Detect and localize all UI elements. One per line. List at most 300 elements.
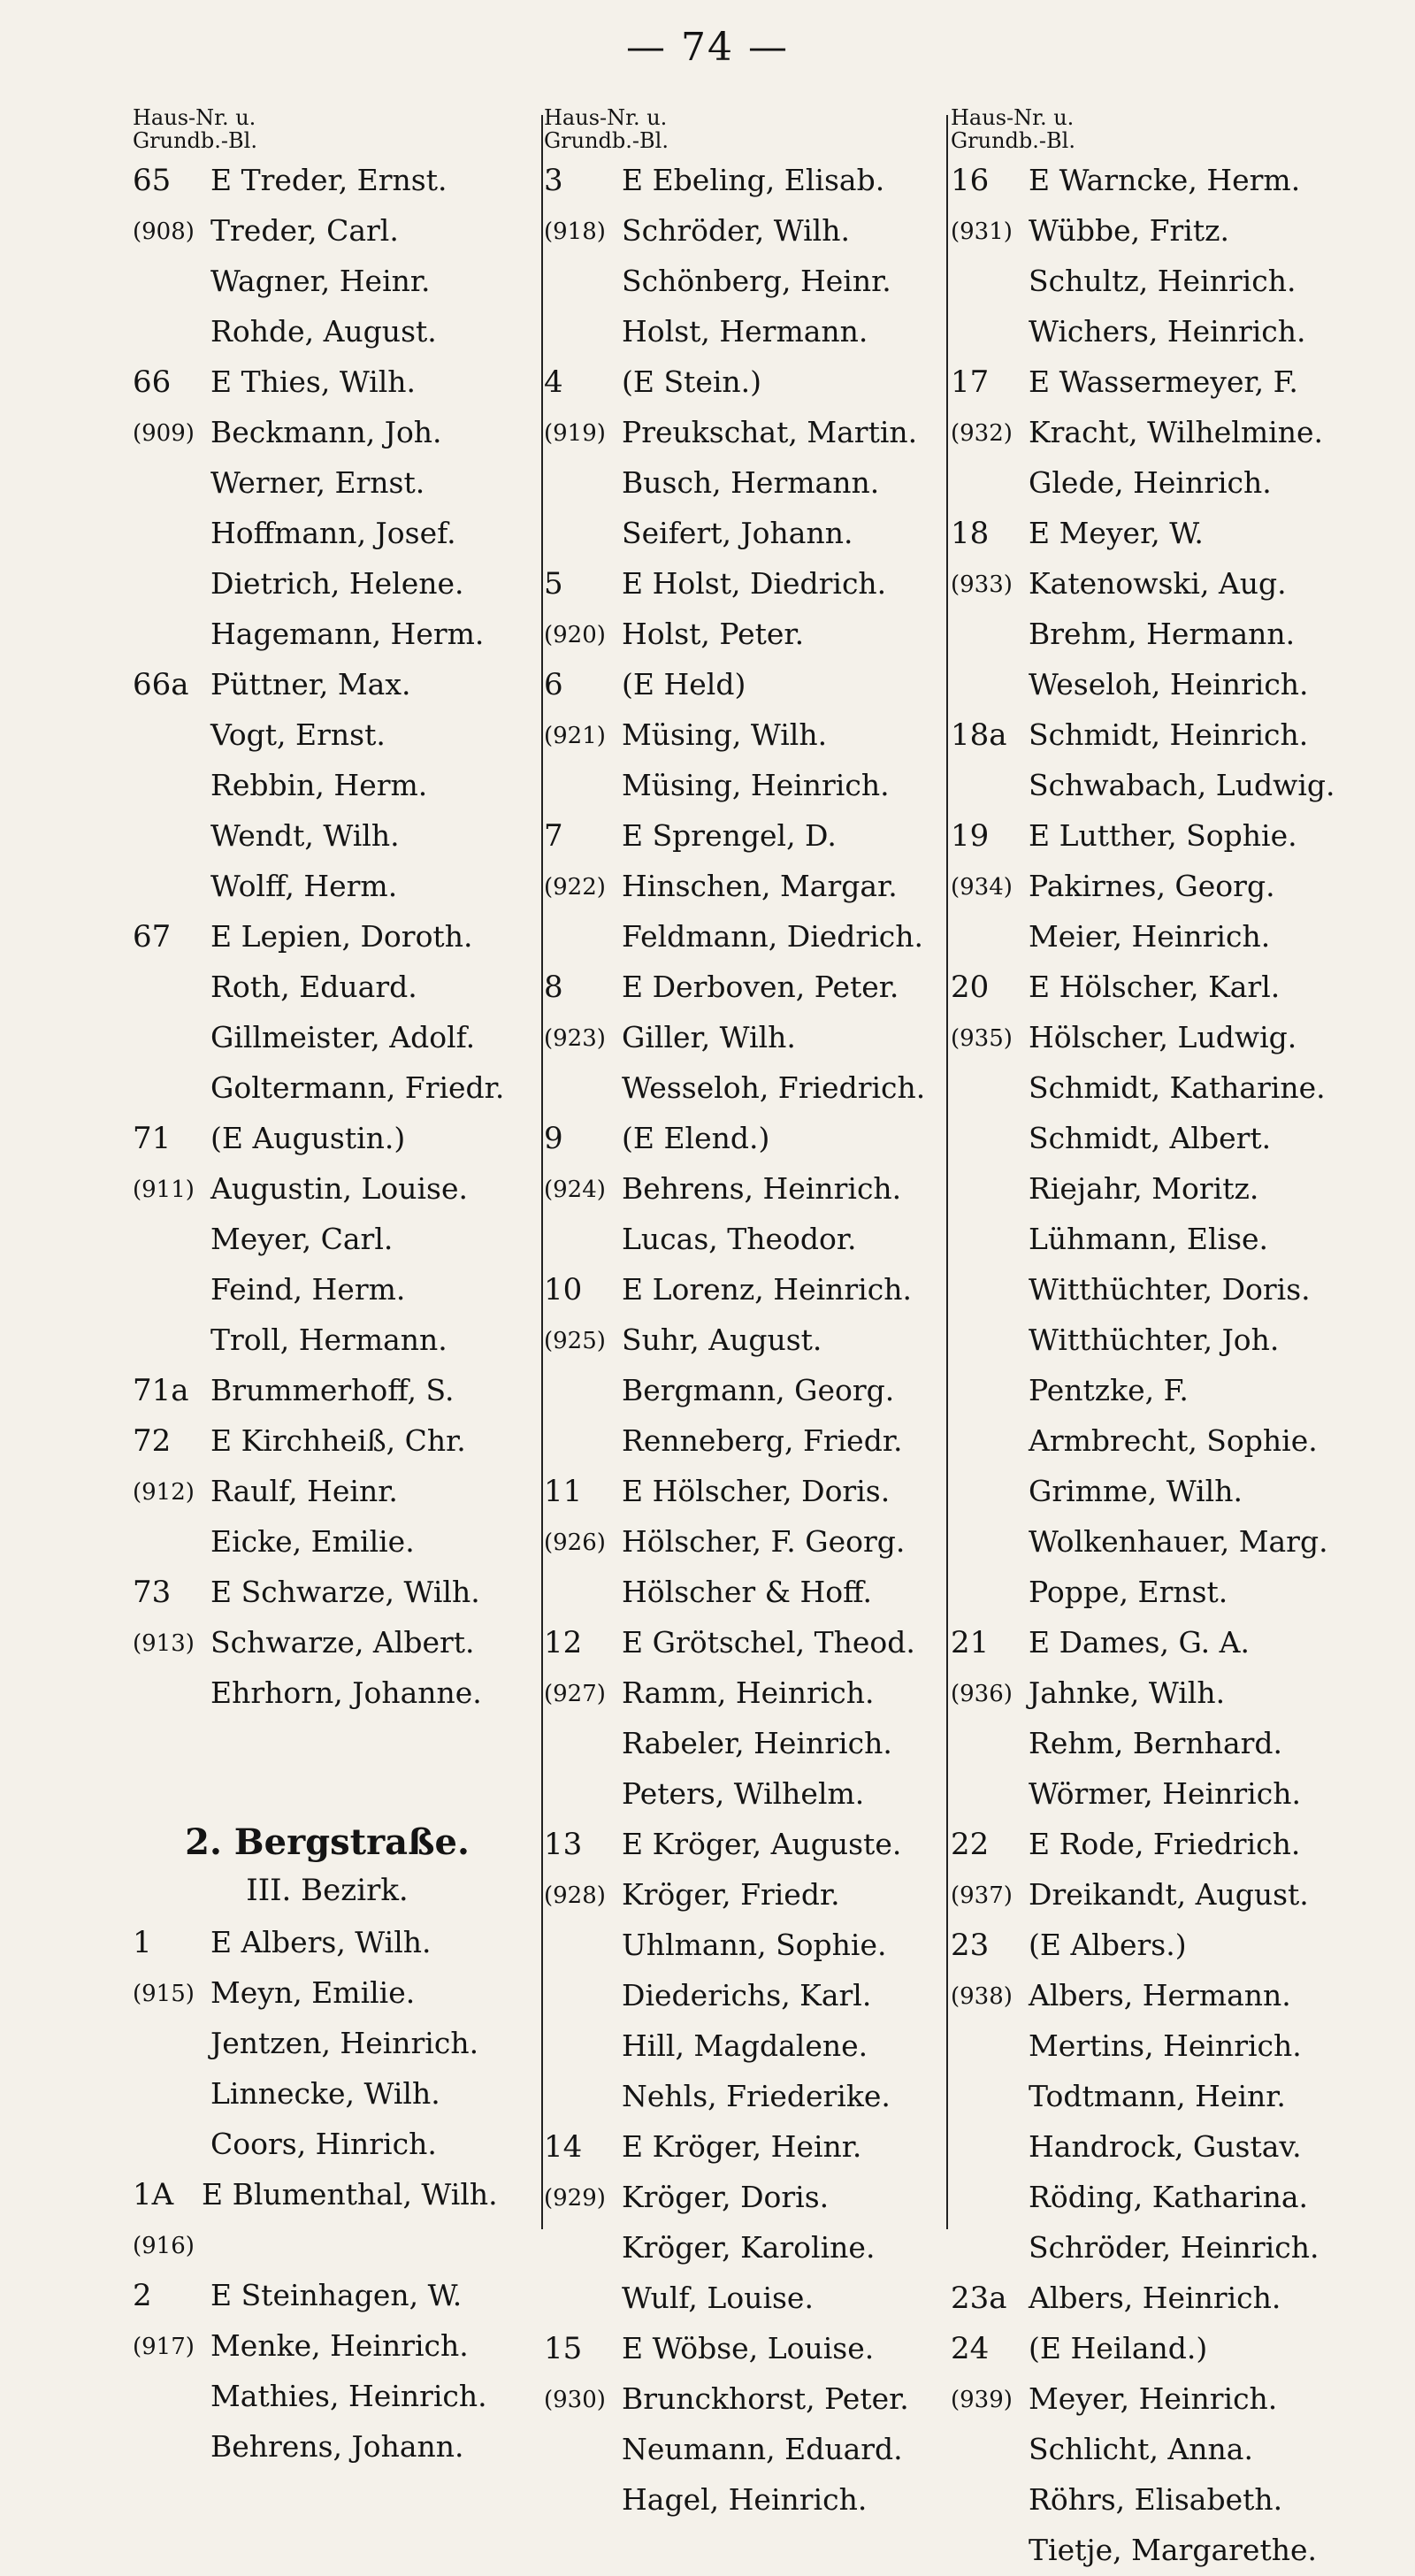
house-number: 23 [951, 1928, 990, 1963]
resident-name: Handrock, Gustav. [1029, 2129, 1302, 2164]
resident-name: E Treder, Ernst. [210, 163, 447, 197]
resident-name: E Schwarze, Wilh. [210, 1575, 480, 1609]
resident-name: Schultz, Heinrich. [1029, 264, 1296, 298]
directory-entry [951, 206, 1340, 257]
directory-entry [951, 1114, 1340, 1164]
resident-name: Diederichs, Karl. [622, 1978, 872, 2012]
resident-name: Schönberg, Heinr. [622, 264, 891, 298]
resident-name: Todtmann, Heinr. [1029, 2079, 1286, 2113]
directory-entry [951, 156, 1340, 206]
column-header [544, 106, 933, 152]
house-number: 20 [951, 970, 990, 1005]
resident-name: E Derboven, Peter. [622, 970, 899, 1004]
resident-name: Jahnke, Wilh. [1029, 1675, 1226, 1710]
resident-name: Weseloh, Heinrich. [1029, 667, 1309, 702]
house-number: (938) [951, 1983, 1013, 2010]
house-number: 18 [951, 516, 990, 551]
directory-entry [951, 559, 1340, 610]
directory-entry [544, 1820, 933, 1870]
resident-name: E Dames, G. A. [1029, 1625, 1250, 1660]
directory-entry [133, 2170, 522, 2220]
directory-entry [133, 307, 522, 357]
directory-entry [133, 1164, 522, 1215]
resident-name: Gillmeister, Adolf. [210, 1020, 476, 1054]
resident-name: E Kröger, Heinr. [622, 2129, 862, 2164]
resident-name: Holst, Peter. [622, 617, 805, 651]
directory-entry [133, 2372, 522, 2422]
resident-name: Albers, Heinrich. [1029, 2281, 1281, 2315]
house-number: (923) [544, 1025, 606, 1052]
resident-name: Hagel, Heinrich. [622, 2482, 868, 2517]
directory-entry [133, 1114, 522, 1164]
resident-name: Hinschen, Margar. [622, 869, 898, 903]
house-number: 14 [544, 2129, 583, 2165]
directory-entry [951, 408, 1340, 458]
resident-name: E Kröger, Auguste. [622, 1827, 902, 1861]
directory-entry [544, 811, 933, 862]
resident-name: Neumann, Eduard. [622, 2432, 903, 2466]
house-number: (918) [544, 218, 606, 245]
directory-entry [951, 2475, 1340, 2526]
column-3 [951, 106, 1340, 2576]
house-number: (926) [544, 1530, 606, 1556]
column-1 [133, 106, 522, 2472]
resident-name: Armbrecht, Sophie. [1029, 1423, 1318, 1458]
house-number: 24 [951, 2331, 990, 2366]
resident-name: Hoffmann, Josef. [210, 516, 456, 550]
house-number: (927) [544, 1681, 606, 1707]
resident-name: E Blumenthal, Wilh. [202, 2177, 498, 2212]
resident-name: Bergmann, Georg. [622, 1373, 895, 1407]
house-number: (935) [951, 1025, 1013, 1052]
house-number: 67 [133, 919, 172, 954]
resident-name: Schwabach, Ludwig. [1029, 768, 1335, 802]
resident-name: Uhlmann, Sophie. [622, 1928, 887, 1962]
resident-name: E Sprengel, D. [622, 818, 837, 853]
directory-entry [544, 1467, 933, 1517]
resident-name: Tietje, Margarethe. [1029, 2533, 1317, 2567]
resident-name: Brunckhorst, Peter. [622, 2381, 909, 2416]
directory-entry [133, 2069, 522, 2120]
column-header-line1: Haus-Nr. u. [951, 105, 1075, 130]
resident-name: Wesseloh, Friedrich. [622, 1070, 926, 1105]
directory-entry [951, 1719, 1340, 1769]
directory-entry [951, 1467, 1340, 1517]
directory-entry [544, 1668, 933, 1719]
resident-name: Hölscher, F. Georg. [622, 1524, 906, 1559]
house-number: (928) [544, 1882, 606, 1909]
house-number: 66 [133, 364, 172, 400]
resident-name: Schröder, Heinrich. [1029, 2230, 1319, 2265]
directory-entry [544, 1568, 933, 1618]
directory-entry [133, 710, 522, 761]
directory-entry [544, 1517, 933, 1568]
directory-entry [951, 1265, 1340, 1315]
directory-entry [951, 660, 1340, 710]
directory-entry [544, 761, 933, 811]
directory-entry [133, 257, 522, 307]
directory-entry [133, 1568, 522, 1618]
directory-entry [951, 1366, 1340, 1416]
resident-name: E Lutther, Sophie. [1029, 818, 1297, 853]
resident-name: E Lorenz, Heinrich. [622, 1272, 912, 1307]
house-number: 71a [133, 1373, 189, 1408]
resident-name: Hölscher, Ludwig. [1029, 1020, 1297, 1054]
directory-entry [133, 1063, 522, 1114]
house-number: 16 [951, 163, 990, 198]
house-number: (929) [544, 2185, 606, 2212]
resident-name: Busch, Hermann. [622, 465, 880, 500]
page-number: — 74 — [626, 25, 789, 70]
directory-entry [133, 1668, 522, 1719]
resident-name: E Meyer, W. [1029, 516, 1204, 550]
resident-name: Ramm, Heinrich. [622, 1675, 875, 1710]
resident-name: Mathies, Heinrich. [210, 2379, 487, 2413]
resident-name: Raulf, Heinr. [210, 1474, 398, 1508]
resident-name: Müsing, Wilh. [622, 717, 828, 752]
house-number: (917) [133, 2334, 195, 2360]
directory-entry [951, 610, 1340, 660]
directory-entry [951, 710, 1340, 761]
directory-entry [544, 2072, 933, 2122]
resident-name: Wagner, Heinr. [210, 264, 431, 298]
resident-name: Renneberg, Friedr. [622, 1423, 903, 1458]
house-number: 71 [133, 1121, 172, 1156]
resident-name: Suhr, August. [622, 1322, 822, 1357]
directory-entry [544, 1114, 933, 1164]
resident-name: Holst, Hermann. [622, 314, 868, 349]
resident-name: Hill, Magdalene. [622, 2028, 868, 2063]
resident-name: Kröger, Friedr. [622, 1877, 840, 1912]
directory-entry [544, 206, 933, 257]
directory-entry [133, 912, 522, 962]
spacer [133, 1719, 522, 1807]
resident-name: E Thies, Wilh. [210, 364, 417, 399]
directory-entry [133, 1618, 522, 1668]
resident-name: Röding, Katharina. [1029, 2180, 1309, 2214]
resident-name: Schmidt, Katharine. [1029, 1070, 1326, 1105]
resident-name: Schröder, Wilh. [622, 213, 850, 248]
directory-entry [133, 156, 522, 206]
column-header-line2: Grundb.-Bl. [544, 128, 669, 153]
directory-entry [951, 2324, 1340, 2374]
resident-name: Albers, Hermann. [1029, 1978, 1291, 2012]
directory-entry [544, 509, 933, 559]
house-number: (921) [544, 723, 606, 749]
directory-entry [133, 1517, 522, 1568]
directory-entry [951, 1517, 1340, 1568]
directory-entry [544, 1215, 933, 1265]
house-number: 1 [133, 1925, 152, 1960]
resident-name: Glede, Heinrich. [1029, 465, 1272, 500]
directory-entry [544, 1063, 933, 1114]
resident-name: Vogt, Ernst. [210, 717, 386, 752]
resident-name: Dreikandt, August. [1029, 1877, 1309, 1912]
resident-name: (E Albers.) [1029, 1928, 1187, 1962]
directory-entry [544, 2475, 933, 2526]
directory-entry [544, 1315, 933, 1366]
directory-entry [544, 1618, 933, 1668]
directory-entry [133, 1968, 522, 2019]
directory-entry [544, 1164, 933, 1215]
house-number: (915) [133, 1981, 195, 2007]
directory-entry [544, 2173, 933, 2223]
house-number: (930) [544, 2387, 606, 2413]
resident-name: Roth, Eduard. [210, 970, 417, 1004]
resident-name: Troll, Hermann. [210, 1322, 447, 1357]
resident-name: Dietrich, Helene. [210, 566, 464, 601]
resident-name: Wendt, Wilh. [210, 818, 400, 853]
house-number: (934) [951, 874, 1013, 901]
directory-entry [951, 962, 1340, 1013]
section-title: 2. Bergstraße. [185, 1821, 470, 1863]
house-number: 13 [544, 1827, 583, 1862]
directory-entry [544, 156, 933, 206]
resident-name: E Rode, Friedrich. [1029, 1827, 1301, 1861]
resident-name: (E Augustin.) [210, 1121, 406, 1155]
directory-entry [133, 1215, 522, 1265]
resident-name: Wolkenhauer, Marg. [1029, 1524, 1328, 1559]
directory-entry [133, 1467, 522, 1517]
resident-name: Wolff, Herm. [210, 869, 398, 903]
directory-entry [951, 2425, 1340, 2475]
house-number: (932) [951, 420, 1013, 447]
resident-name: Pakirnes, Georg. [1029, 869, 1275, 903]
directory-entry [133, 206, 522, 257]
resident-name: E Kirchheiß, Chr. [210, 1423, 466, 1458]
house-number: (925) [544, 1328, 606, 1354]
resident-name: Witthüchter, Doris. [1029, 1272, 1311, 1307]
resident-name: Seifert, Johann. [622, 516, 853, 550]
resident-name: Peters, Wilhelm. [622, 1776, 865, 1811]
directory-entry [544, 2324, 933, 2374]
directory-entry [133, 761, 522, 811]
resident-name: Meyer, Carl. [210, 1222, 394, 1256]
directory-entry [951, 811, 1340, 862]
directory-entry [951, 912, 1340, 962]
resident-name: E Holst, Diedrich. [622, 566, 887, 601]
column-header-line1: Haus-Nr. u. [544, 105, 668, 130]
directory-entry [544, 559, 933, 610]
resident-name: E Warncke, Herm. [1029, 163, 1301, 197]
house-number: (912) [133, 1479, 195, 1506]
directory-entry [133, 1315, 522, 1366]
house-number: (939) [951, 2387, 1013, 2413]
resident-name: Mertins, Heinrich. [1029, 2028, 1302, 2063]
directory-entry [951, 2223, 1340, 2273]
directory-entry [951, 1215, 1340, 1265]
resident-name: Nehls, Friederike. [622, 2079, 891, 2113]
house-number: (933) [951, 571, 1013, 598]
resident-name: E Hölscher, Doris. [622, 1474, 891, 1508]
directory-entry [951, 862, 1340, 912]
house-number: 73 [133, 1575, 172, 1610]
house-number: (919) [544, 420, 606, 447]
directory-entry [133, 2220, 522, 2271]
column-header-line2: Grundb.-Bl. [951, 128, 1075, 153]
directory-entry [544, 257, 933, 307]
resident-name: E Grötschel, Theod. [622, 1625, 915, 1660]
resident-name: Coors, Hinrich. [210, 2127, 437, 2161]
directory-entry [133, 2321, 522, 2372]
resident-name: E Wöbse, Louise. [622, 2331, 875, 2365]
resident-name: Müsing, Heinrich. [622, 768, 890, 802]
directory-entry [133, 2271, 522, 2321]
section-subtitle: III. Bezirk. [246, 1873, 409, 1908]
house-number: 72 [133, 1423, 172, 1459]
resident-name: Röhrs, Elisabeth. [1029, 2482, 1283, 2517]
resident-name: Grimme, Wilh. [1029, 1474, 1243, 1508]
directory-entry [951, 1063, 1340, 1114]
resident-name: (E Stein.) [622, 364, 762, 399]
resident-name: Brummerhoff, S. [210, 1373, 455, 1407]
directory-entry [951, 1870, 1340, 1920]
directory-entry [133, 1265, 522, 1315]
directory-entry [951, 1568, 1340, 1618]
resident-name: Katenowski, Aug. [1029, 566, 1287, 601]
directory-entry [133, 1366, 522, 1416]
column-header [951, 106, 1340, 152]
resident-name: Treder, Carl. [210, 213, 399, 248]
house-number: 18a [951, 717, 1007, 753]
directory-entry [951, 2021, 1340, 2072]
column-divider [541, 115, 543, 2229]
directory-entry [951, 1315, 1340, 1366]
resident-name: Kracht, Wilhelmine. [1029, 415, 1323, 449]
directory-entry [951, 1668, 1340, 1719]
resident-name: Riejahr, Moritz. [1029, 1171, 1259, 1206]
directory-entry [133, 1918, 522, 1968]
resident-name: Feldmann, Diedrich. [622, 919, 923, 954]
resident-name: Behrens, Johann. [210, 2429, 464, 2464]
resident-name: Hagemann, Herm. [210, 617, 485, 651]
directory-entry [951, 1164, 1340, 1215]
resident-name: Wichers, Heinrich. [1029, 314, 1306, 349]
house-number: 23a [951, 2281, 1007, 2316]
directory-entry [544, 1920, 933, 1971]
directory-entry [133, 1416, 522, 1467]
resident-name: Wulf, Louise. [622, 2281, 814, 2315]
directory-entry [133, 509, 522, 559]
resident-name: Jentzen, Heinrich. [210, 2026, 479, 2060]
directory-entry [544, 458, 933, 509]
directory-entry [951, 1971, 1340, 2021]
directory-entry [544, 610, 933, 660]
house-number: 22 [951, 1827, 990, 1862]
directory-entry [951, 1820, 1340, 1870]
directory-entry [544, 1265, 933, 1315]
resident-name: E Ebeling, Elisab. [622, 163, 885, 197]
resident-name: Rebbin, Herm. [210, 768, 428, 802]
directory-entry [544, 2273, 933, 2324]
house-number: (936) [951, 1681, 1013, 1707]
directory-entry [544, 1013, 933, 1063]
resident-name: Augustin, Louise. [210, 1171, 468, 1206]
resident-name: E Steinhagen, W. [210, 2278, 463, 2312]
directory-entry [544, 1719, 933, 1769]
directory-entry [951, 761, 1340, 811]
resident-name: Meyer, Heinrich. [1029, 2381, 1278, 2416]
directory-entry [544, 2223, 933, 2273]
directory-entry [951, 2273, 1340, 2324]
house-number: (909) [133, 420, 195, 447]
resident-name: Witthüchter, Joh. [1029, 1322, 1280, 1357]
house-number: 12 [544, 1625, 583, 1660]
house-number: (911) [133, 1177, 195, 1203]
resident-name: Kröger, Karoline. [622, 2230, 876, 2265]
directory-entry [544, 2374, 933, 2425]
resident-name: Ehrhorn, Johanne. [210, 1675, 482, 1710]
directory-entry [951, 509, 1340, 559]
resident-name: Lucas, Theodor. [622, 1222, 857, 1256]
house-number: 10 [544, 1272, 583, 1307]
resident-name: Preukschat, Martin. [622, 415, 918, 449]
directory-entry [951, 1416, 1340, 1467]
directory-entry [951, 1618, 1340, 1668]
resident-name: Meier, Heinrich. [1029, 919, 1271, 954]
directory-entry [133, 862, 522, 912]
directory-entry [544, 2425, 933, 2475]
resident-name: Schmidt, Heinrich. [1029, 717, 1309, 752]
directory-entry [544, 660, 933, 710]
directory-entry [133, 2120, 522, 2170]
house-number: 7 [544, 818, 563, 854]
resident-name: Linnecke, Wilh. [210, 2076, 440, 2111]
resident-name: E Hölscher, Karl. [1029, 970, 1281, 1004]
column-2 [544, 106, 933, 2526]
house-number: (922) [544, 874, 606, 901]
resident-name: (E Elend.) [622, 1121, 770, 1155]
column-header [133, 106, 522, 152]
resident-name: Rabeler, Heinrich. [622, 1726, 892, 1760]
resident-name: Goltermann, Friedr. [210, 1070, 505, 1105]
directory-entry [544, 1971, 933, 2021]
directory-entry [544, 2021, 933, 2072]
directory-entry [544, 962, 933, 1013]
resident-name: Schwarze, Albert. [210, 1625, 475, 1660]
directory-entry [951, 2374, 1340, 2425]
house-number: (908) [133, 218, 195, 245]
resident-name: Hölscher & Hoff. [622, 1575, 872, 1609]
column-header-line2: Grundb.-Bl. [133, 128, 257, 153]
house-number: 19 [951, 818, 990, 854]
directory-entry [951, 2526, 1340, 2576]
directory-entry [133, 2422, 522, 2472]
directory-entry [544, 357, 933, 408]
directory-entry [133, 660, 522, 710]
house-number: 11 [544, 1474, 583, 1509]
directory-entry [544, 1769, 933, 1820]
directory-entry [951, 1769, 1340, 1820]
resident-name: Rehm, Bernhard. [1029, 1726, 1283, 1760]
directory-entry [133, 811, 522, 862]
resident-name: Menke, Heinrich. [210, 2328, 469, 2363]
resident-name: (E Held) [622, 667, 746, 702]
directory-entry [544, 1366, 933, 1416]
resident-name: Rohde, August. [210, 314, 437, 349]
house-number: 21 [951, 1625, 990, 1660]
house-number: (916) [133, 2233, 195, 2259]
directory-entry [133, 458, 522, 509]
house-number: (937) [951, 1882, 1013, 1909]
directory-entry [133, 408, 522, 458]
house-number: 8 [544, 970, 563, 1005]
column-divider [946, 115, 948, 2229]
resident-name: Brehm, Hermann. [1029, 617, 1296, 651]
house-number: (920) [544, 622, 606, 648]
directory-entry [133, 2019, 522, 2069]
house-number: 4 [544, 364, 563, 400]
